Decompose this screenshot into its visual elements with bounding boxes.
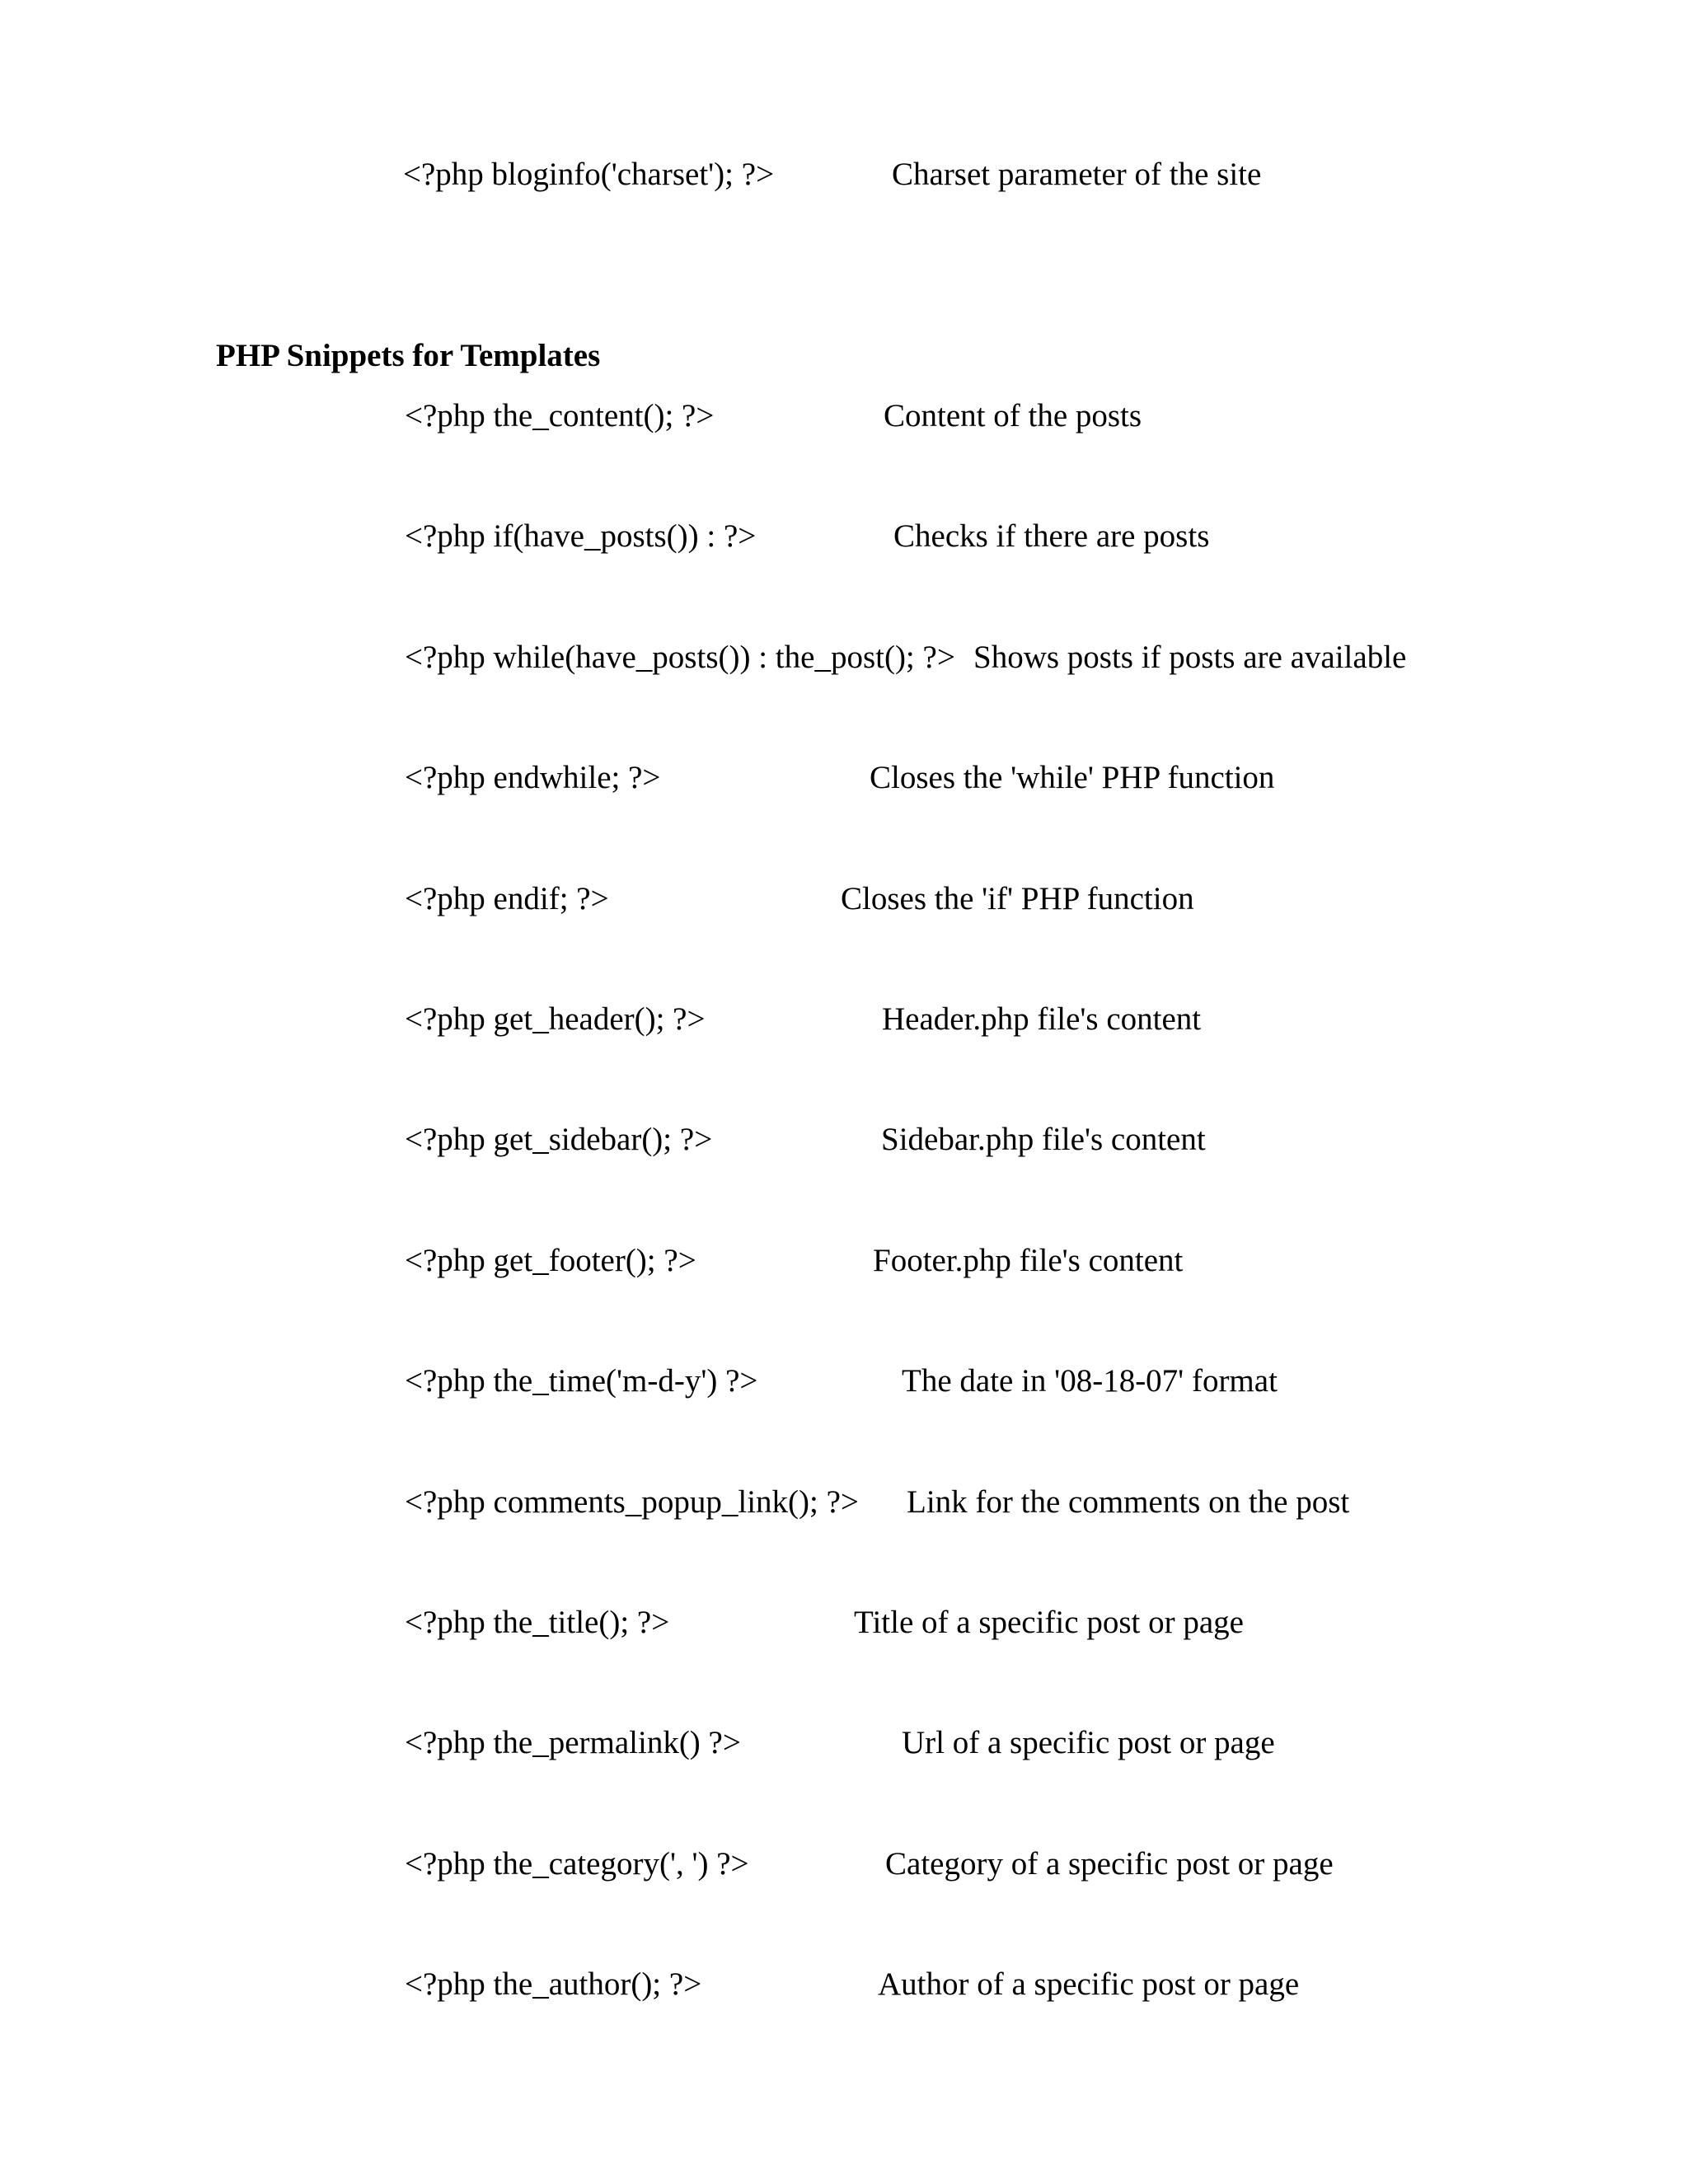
snippet-code: <?php the_content(); ?> [405, 398, 715, 434]
snippet-description: Author of a specific post or page [878, 1966, 1300, 2002]
snippet-code: <?php the_permalink() ?> [405, 1725, 741, 1760]
snippet-description: Footer.php file's content [873, 1243, 1184, 1278]
snippet-description: Url of a specific post or page [902, 1725, 1275, 1760]
snippet-code: <?php while(have_posts()) : the_post(); ?> [405, 640, 955, 675]
snippet-code: <?php get_sidebar(); ?> [405, 1122, 713, 1157]
snippet-description: Closes the 'if' PHP function [841, 881, 1194, 916]
snippet-description: The date in '08-18-07' format [902, 1363, 1278, 1399]
snippet-description: Category of a specific post or page [885, 1846, 1334, 1882]
snippet-code: <?php comments_popup_link(); ?> [405, 1484, 859, 1520]
snippet-code: <?php get_footer(); ?> [405, 1243, 696, 1278]
snippet-code: <?php if(have_posts()) : ?> [405, 518, 757, 554]
snippet-code: <?php the_time('m-d-y') ?> [405, 1363, 758, 1399]
snippet-description: Sidebar.php file's content [881, 1122, 1206, 1157]
intro-description: Charset parameter of the site [892, 157, 1262, 192]
snippet-code: <?php the_category(', ') ?> [405, 1846, 749, 1882]
snippet-code: <?php the_author(); ?> [405, 1966, 702, 2002]
snippet-code: <?php get_header(); ?> [405, 1001, 706, 1037]
snippet-description: Closes the 'while' PHP function [870, 760, 1275, 795]
snippet-description: Shows posts if posts are available [973, 640, 1407, 675]
snippet-description: Title of a specific post or page [854, 1605, 1244, 1640]
snippet-code: <?php endwhile; ?> [405, 760, 661, 795]
snippet-description: Header.php file's content [882, 1001, 1202, 1037]
snippet-code: <?php endif; ?> [405, 881, 609, 916]
snippet-code: <?php the_title(); ?> [405, 1605, 670, 1640]
snippet-description: Content of the posts [884, 398, 1142, 434]
snippet-description: Checks if there are posts [893, 518, 1210, 554]
snippet-description: Link for the comments on the post [907, 1484, 1350, 1520]
intro-code: <?php bloginfo('charset'); ?> [403, 157, 775, 192]
section-title: PHP Snippets for Templates [216, 338, 601, 373]
